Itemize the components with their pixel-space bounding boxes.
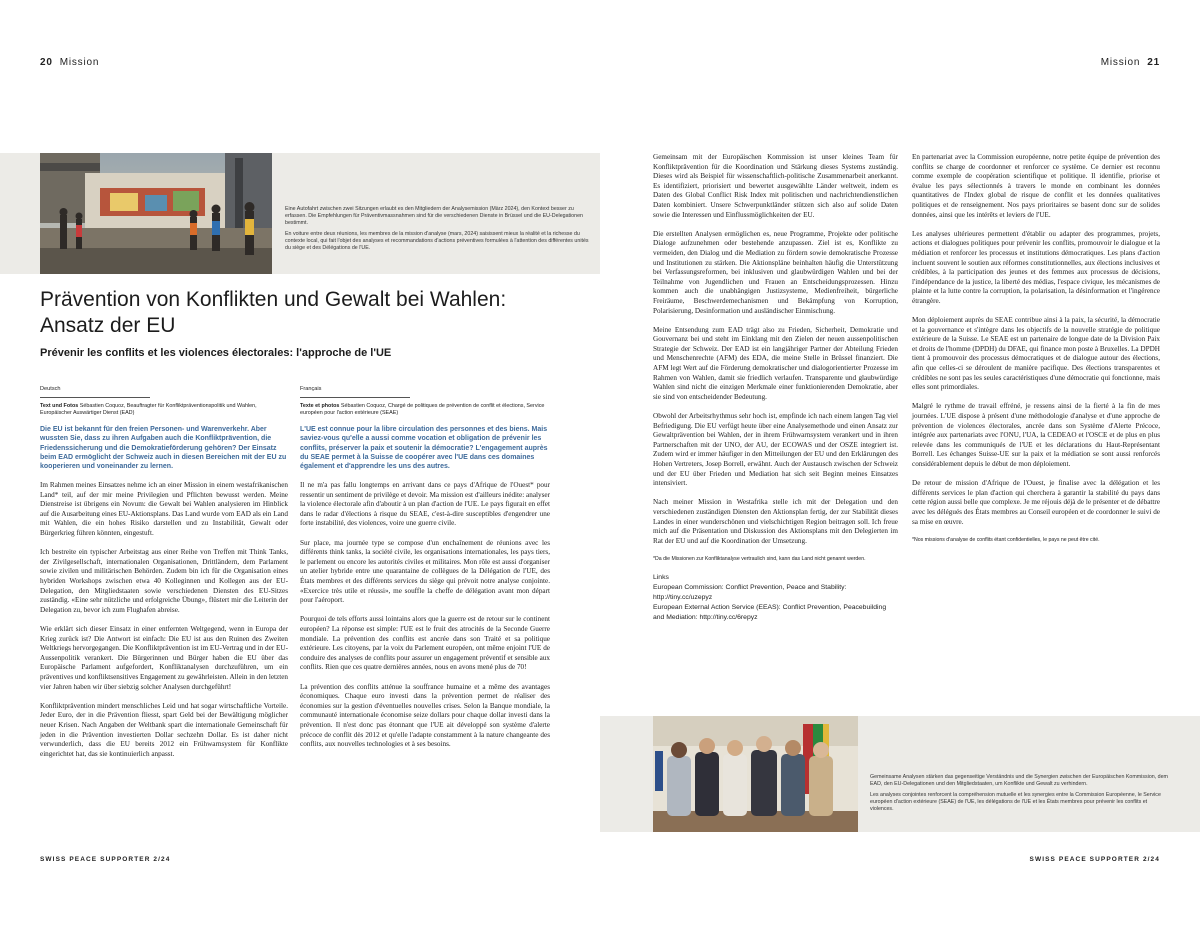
paragraph: Im Rahmen meines Einsatzes nehme ich an einer Mission in einem westafrikanischen Land* teil, auf der mir meine Privilegien und Pflichten bewusst werden. Meine Dienstreise ist übrigens ein Novum: die Gewalt bei Wahlen analysieren im Hinblick auf die Ausarbeitung eines EU-Aktionsplans. Das Land wurde vom EAD als ein Land mit Wahlen, die ein hohes Risiko darstellen und zu Instabilität, Gewalt oder Bürgerkrieg führen könnten, eingestuft. <box>40 481 288 538</box>
page-footer-left: SWISS PEACE SUPPORTER 2/24 <box>40 856 171 863</box>
caption-fr: Les analyses conjointes renforcent la compréhension mutuelle et les synergies entre la Commission Européenne, le Service européen d'action extérieure (SEAE) de l'UE, les délégations de l'UE et les États membres pour prévenir les conflits et violences. <box>870 792 1161 813</box>
credit-text-de: Sébastien Coquoz, Beauftragter für Konfliktpräventionspolitik und Wahlen, Europäischer Auswärtiger Dienst (EAD) <box>40 402 257 416</box>
article-subtitle: Prévenir les conflits et les violences électorales: l'approche de l'UE <box>40 347 392 359</box>
lead-paragraph-de: Die EU ist bekannt für den freien Personen- und Warenverkehr. Aber wussten Sie, dass zu ihren Aufgaben auch die Konfliktprävention, die Friedenssicherung und die Demokratieförderung gehören? Der Einsatz beim EAD ermöglicht der Schweiz auch in diesen Bereichen mit der EU zu kooperieren und voneinander zu lernen. <box>40 426 287 471</box>
paragraph: Ich bestreite ein typischer Arbeitstag aus einer Reihe von Treffen mit Think Tanks, der Zivilgesellschaft, internationalen Organisationen, Drittländern, dem Parlament sowie zivilen und militärischen Behörden. Zudem bin ich für die Organisation eines hybriden Workshops zwischen etwa 40 Kolleginnen und Kollegen aus der EU-Delegation, den Mitgliedstaaten sowie verschiedenen Diensten des EU-Sitzes zuständig. «Eine sehr nützliche und erfolgreiche Übung», flüstert mir die Leiterin der Delegation zu, bevor ich zum Flughafen abreise. <box>40 548 288 614</box>
author-credit-de <box>40 403 288 417</box>
group-photo <box>653 716 858 832</box>
footnote-fr: *Nos missions d'analyse de conflits étant confidentielles, le pays ne peut être cité. <box>912 536 1100 543</box>
paragraph: Meine Entsendung zum EAD trägt also zu Frieden, Sicherheit, Demokratie und Gouvernanz bei und steht im Einklang mit den Zielen der neuen aussenpolitischen Strategie der Schweiz. Der EAD ist ein langjähriger Partner der Abteilung Frieden und Menschenrechte (AFM) des EDA, die meine Stelle in Brüssel finanziert. Die AFM legt Wert auf die Förderung demokratischer und dialogorientierter Prozesse im Rahmen von Wahlen, damit sie friedlich verlaufen. Transparente und glaubwürdige Wahlen sind nicht die einzigen Merkmale einer funktionierenden Demokratie, aber sie sind von entscheidender Bedeutung. <box>653 325 898 401</box>
column-german-continued <box>653 153 898 623</box>
street-scene-photo-icon <box>40 153 272 274</box>
section-label: Mission <box>59 57 100 68</box>
paragraph: Gemeinsam mit der Europäischen Kommission ist unser kleines Team für Konfliktprävention für die Koordination und Stärkung dieses Systems zuständig. Dieses wird als Beispiel für wissenschaftlich-politische Zusammenarbeit anerkannt. Es identifiziert, priorisiert und bewertet ausgewählte Länder weltweit, indem es Daten des Global Conflict Risk Index mit politischen und nachrichtendienstlichen Daten kombiniert. Unsere Schwerpunktländer stützen sich also auf solide Daten sowie die Interessen und Einflussmöglichkeiten der EU. <box>653 153 898 219</box>
photo-caption-bottom <box>870 774 1170 817</box>
paragraph: De retour de mission d'Afrique de l'Ouest, je finalise avec la délégation et les différents services le plan d'action qui cherchera à garantir la stabilité du pays dans cette région aussi belle que complexe. Je me réjouis déjà de le présenter et de débattre avec les délégués des États membres au Conseil européen et de coordonner le suivi de sa mise en œuvre. <box>912 479 1160 526</box>
footnote-de: *Da die Missionen zur Konfliktanalyse vertraulich sind, kann das Land nicht genannt werden. <box>653 555 866 562</box>
paragraph: Wie erklärt sich dieser Einsatz in einer entfernten Weltgegend, wenn in Europa der Krieg zurück ist? Die Antwort ist einfach: Die EU ist aus den Ruinen des Zweiten Weltkriegs hervorgegangen. Die Konfliktprävention ist im EU-Vertrag und in der EU-Aussenpolitik verankert. Die Bürgerinnen und Bürger haben die EU über das Europäische Parlament aufgefordert, Konfliktanalysen durchzuführen, um ein präventives und konfliktsensitives Engagement zu gewährleisten. Allein in den letzten vier Jahren haben wir über siebzig solcher Analysen durchgeführt! <box>40 624 288 691</box>
links-section <box>653 573 898 623</box>
running-header-left <box>40 57 99 68</box>
language-label-fr: Français <box>300 385 410 398</box>
paragraph: Malgré le rythme de travail effréné, je ressens ainsi de la fierté à la fin de mes journées. L'UE dispose à présent d'une méthodologie d'analyse et d'une approche de prévention de violences électorales, ancrée dans son Système d'Alerte Précoce, intégrée aux partenariats avec l'ONU, l'UA, la CEDEAO et l'OSCE et de plus en plus relevée dans les communiqués de l'UE et les déclarations du Haut-Représentant Borrell. Les échanges Suisse-UE sur la paix et la médiation se sont aussi renforcés considérablement depuis le début de mon déploiement. <box>912 402 1160 468</box>
language-label-de: Deutsch <box>40 385 150 398</box>
credit-label-de: Text und Fotos <box>40 402 79 409</box>
paragraph: Il ne m'a pas fallu longtemps en arrivant dans ce pays d'Afrique de l'Ouest* pour ressentir un sentiment de privilège et devoir. Ma mission est d'ailleurs inédite: analyser la violence électorale afin d'aboutir à un plan d'action de l'UE. Le pays figurait en effet dans le radar d'élections à risque du SEAE, c'est-à-dire susceptibles d'engendrer une forte instabilité, des violences, voire une guerre civile. <box>300 481 550 528</box>
link-eeas[interactable]: European External Action Service (EEAS): Conflict Prevention, Peacebuilding and Mediation: http://tiny.cc/6repyz <box>653 603 887 621</box>
paragraph: Die erstellten Analysen ermöglichen es, neue Programme, Projekte oder politische Dialoge aufzunehmen oder bestehende anzupassen. Ziel ist es, Konflikte zu vermeiden, den Dialog und die Mediation zu fördern sowie demokratische Prozesse und Institutionen zu stärken. Die Aktionspläne beinhalten häufig die Unterstützung bei Verfassungsreformen, bei inklusiven und glaubwürdigen Wahlen und bei der Teilnahme von Jugendlichen und Frauen an Entscheidungsprozessen. Hinzu kommen auch die unabhängigen Justizsysteme, Medienfreiheit, bürgerliche Freiräume, Beschwerdemechanismen und Bekämpfung von Korruption, Polarisierung, Desinformation und ausländischer Einmischung. <box>653 229 898 315</box>
credit-label-fr: Texte et photos <box>300 402 340 409</box>
caption-de: Eine Autofahrt zwischen zwei Sitzungen erlaubt es den Mitgliedern der Analysemission (März 2024), den Kontext besser zu erfassen. Die Empfehlungen für Präventivmassnahmen sind für die verschiedenen Dienste in Brüssel und die EU-Delegationen bestimmt. <box>285 206 583 227</box>
page-footer-right: SWISS PEACE SUPPORTER 2/24 <box>1029 856 1160 863</box>
paragraph: Konfliktprävention mindert menschliches Leid und hat sogar wirtschaftliche Vorteile. Jeder Euro, der in die Prävention fliesst, spart Geld bei der Bewältigung möglicher neuer Krisen. Nach Angaben der Weltbank spart die internationale Gemeinschaft für jeden in die Prävention investierten Dollar sechzehn Dollar. Es ist daher nicht verwunderlich, dass die EU bereits 2012 ein Frühwarnsystem für Konflikte eingerichtet hat, das sie kontinuierlich anpasst. <box>40 701 288 758</box>
paragraph: Mon déploiement auprès du SEAE contribue ainsi à la paix, la sécurité, la démocratie et la gouvernance et s'intègre dans les objectifs de la nouvelle stratégie de politique extérieure de la Suisse. Le SEAE est un partenaire de longue date de la Division Paix et droits de l'homme (DPDH) du DFAE, qui finance mon poste à Bruxelles. La DPDH tient à promouvoir des processus démocratiques et de dialogue autour des élections, afin que celles-ci se déroulent de manière pacifique. Des élections transparentes et crédibles ne sont pas les seules caractéristiques d'une démocratie qui fonctionne, mais elles sont primordiales. <box>912 316 1160 392</box>
paragraph: Nach meiner Mission in Westafrika stelle ich mit der Delegation und den verschiedenen zuständigen Diensten den Aktionsplan fertig, der zur Stabilität dieses Landes in einer wunderschönen und vielschichtigen Region beitragen soll. Ich freue mich auf die Präsentation und Diskussion des Aktionsplans mit den Delegierten im Rat der EU und auf die Koordination der Umsetzung. <box>653 498 898 545</box>
column-german <box>40 385 288 769</box>
caption-fr: En voiture entre deux réunions, les membres de la mission d'analyse (mars, 2024) saisissent mieux la réalité et la richesse du contexte local, qui fait l'objet des analyses et recommandations d'actions préventives formulées à l'attention des différentes unités du siège et des Délégations de l'UE. <box>285 231 589 252</box>
paragraph: En partenariat avec la Commission européenne, notre petite équipe de prévention des conflits se charge de coordonner et renforcer ce système. Ce dernier est reconnu comme exemple de coopération scientifique et politique. Il identifie, priorise et évalue les pays sélectionnés à travers le monde en combinant les données quantitatives de l'Index global de risque de conflit et les données qualitatives politiques et de renseignement. Nos pays prioritaires se basent donc sur de solides données, ainsi que les intérêts et leviers de l'UE. <box>912 153 1160 219</box>
links-label: Links <box>653 573 669 581</box>
paragraph: La prévention des conflits atténue la souffrance humaine et a même des avantages économiques. Chaque euro investi dans la prévention permet de réaliser des économies sur la gestion d'éventuelles nouvelles crises. Selon la Banque mondiale, la communauté internationale économise seize dollars pour chaque dollar investi dans la prévention. Il n'est donc pas étonnant que l'UE ait développé son système d'alerte précoce de conflit dès 2012 et qu'elle l'adapte constamment à la nature changeante des conflits, aux nouvelles technologies et à ses besoins. <box>300 682 550 749</box>
credit-text-fr: Sébastien Coquoz, Chargé de politiques de prévention de conflit et élections, Service européen pour l'action extérieure (SEAE) <box>300 402 545 416</box>
paragraph: Pourquoi de tels efforts aussi lointains alors que la guerre est de retour sur le continent européen? La réponse est simple: l'UE est le fruit des atrocités de la Seconde Guerre mondiale. La prévention des conflits est ancrée dans son Traité et sa politique extérieure. Les citoyens, par la voix du Parlement européen, ont même enjoint l'UE de conduire des analyses de conflits pour assurer un engagement préventif et sensible aux conflits. Rien que ces quatre dernières années, nous en avons mené plus de 70! <box>300 615 550 672</box>
column-french <box>300 385 550 759</box>
section-label: Mission <box>1100 57 1141 68</box>
caption-de: Gemeinsame Analysen stärken das gegenseitige Verständnis und die Synergien zwischen der Europäischen Kommission, dem EAD, den EU-Delegationen und den Mitgliedstaaten, um Konflikte und Gewalt zu verhindern. <box>870 774 1168 788</box>
lead-paragraph-fr: L'UE est connue pour la libre circulation des personnes et des biens. Mais saviez-vous qu'elle a aussi comme vocation et obligation de prévenir les conflits, préserver la paix et soutenir la démocratie? L'engagement auprès du SEAE permet à la Suisse de coopérer avec l'UE dans ces domaines également et d'apprendre les uns des autres. <box>300 426 548 471</box>
paragraph: Les analyses ultérieures permettent d'établir ou adapter des programmes, projets, actions et dialogues politiques pour prévenir les conflits, promouvoir le dialogue et la médiation et renforcer les processus et institutions démocratiques. Les plans d'action incluent souvent le soutien aux réformes constitutionnelles, aux élections inclusives et crédibles, à la participation des jeunes et des femmes aux processus de décisions, l'indépendance de la justice, la liberté des médias, l'espace civique, les mécanismes de plainte et la lutte contre la corruption, la polarisation, la désinformation et l'ingérence étrangère. <box>912 229 1160 305</box>
running-header-right <box>1101 57 1160 68</box>
street-scene-photo <box>40 153 272 274</box>
right-page <box>600 0 1200 927</box>
column-french-continued <box>912 153 1160 553</box>
page-number: 21 <box>1147 57 1160 68</box>
author-credit-fr <box>300 403 550 417</box>
paragraph: Obwohl der Arbeitsrhythmus sehr hoch ist, empfinde ich nach einem langen Tag viel Befriedigung. Die EU verfügt heute über eine Analysemethode und einen Ansatz zur Gewaltprävention bei Wahlen, der in ihrem Frühwarnsystem verankert und in ihren Partnerschaften mit der UNO, der AU, der ECOWAS und der OSZE integriert ist. Zudem wird er immer häufiger in den Mitteilungen der EU und den Erklärungen des Hohen Vertreters, Josep Borrell, erwähnt. Auch der Austausch zwischen der Schweiz und der EU über Frieden und Mediation hat sich seit Beginn meines Einsatzes intensiviert. <box>653 412 898 488</box>
photo-caption-top <box>285 206 590 257</box>
paragraph: Sur place, ma journée type se compose d'un enchaînement de réunions avec les différents think tanks, la société civile, les organisations internationales, les pays tiers, le parlement ou encore les autorités civiles et militaires. Mon rôle est aussi d'organiser un atelier hybride entre une quarantaine de collègues de la Délégation de l'UE, des États membres et des différents services du siège qui prévoit notre analyse conjointe. «Exercice très utile et réussi», me souffle la cheffe de délégation avant mon départ pour l'aéroport. <box>300 538 550 605</box>
link-european-commission[interactable]: European Commission: Conflict Prevention, Peace and Stability: http://tiny.cc/uzepyz <box>653 583 847 601</box>
group-photo-icon <box>653 716 858 832</box>
page-number: 20 <box>40 57 53 68</box>
article-title: Prävention von Konflikten und Gewalt bei Wahlen: Ansatz der EU <box>40 288 507 337</box>
